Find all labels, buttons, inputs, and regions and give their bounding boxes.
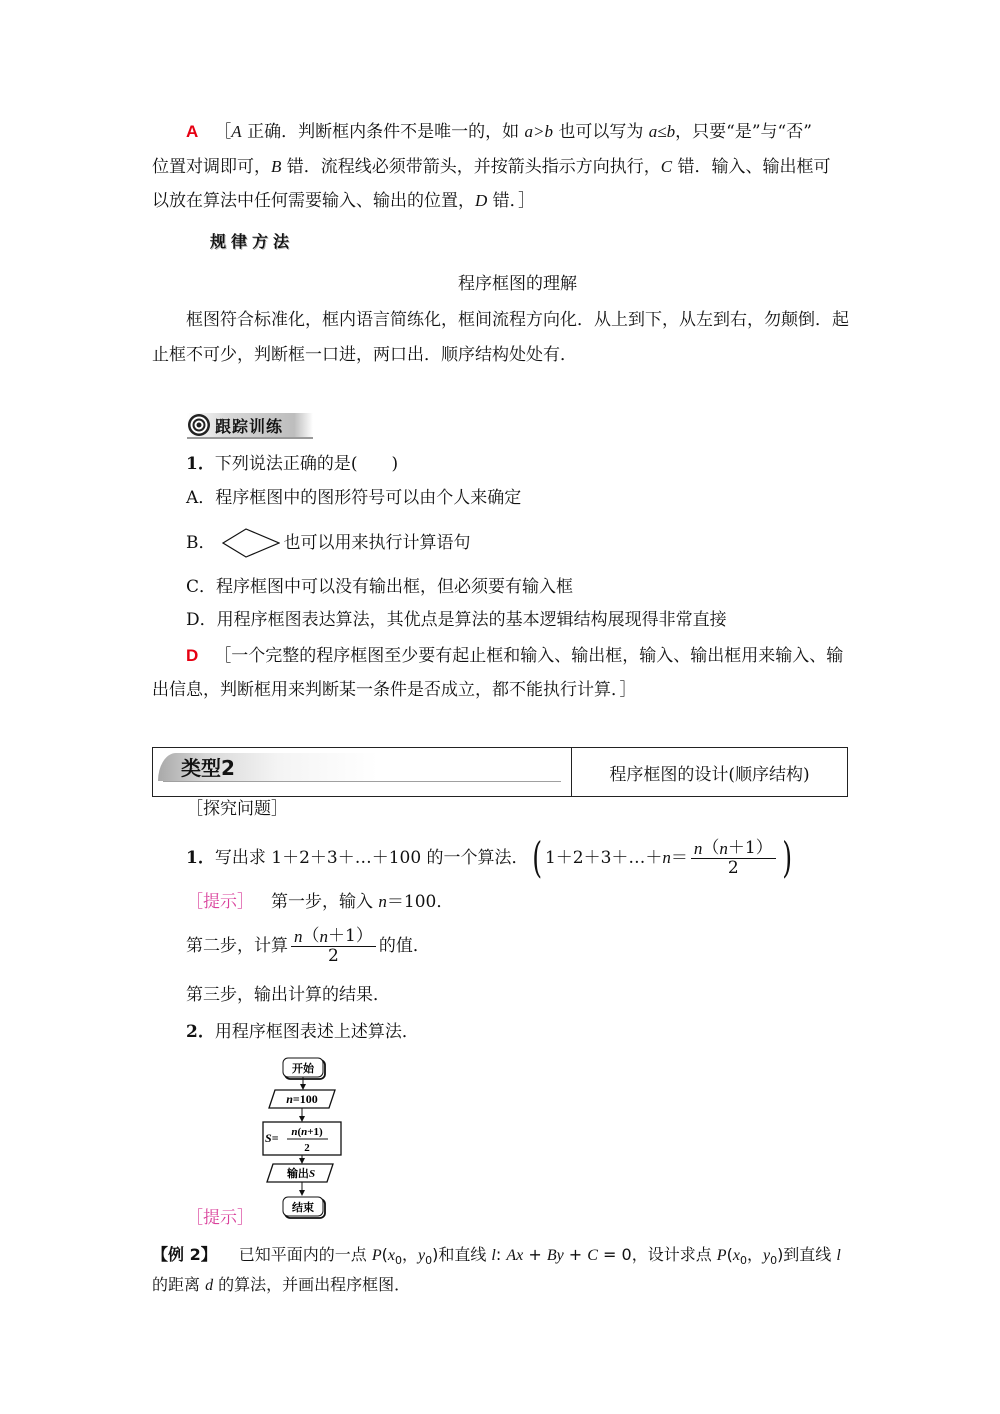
question-text: 下列说法正确的是( ) bbox=[214, 454, 399, 474]
output-text: 输出 bbox=[286, 1167, 309, 1180]
text: ， bbox=[746, 1245, 763, 1264]
practice-badge bbox=[187, 413, 313, 439]
input-var: n bbox=[286, 1092, 293, 1106]
text: （ bbox=[302, 925, 320, 946]
text: 止框不可少，判断框一口进，两口出．顺序结构处处有． bbox=[152, 345, 577, 365]
math-var: C bbox=[660, 157, 673, 176]
fraction-numerator bbox=[291, 927, 376, 947]
text: （ bbox=[702, 837, 720, 858]
method-line-1 bbox=[186, 309, 849, 331]
input-label bbox=[286, 1092, 318, 1106]
process-denominator: 2 bbox=[304, 1142, 310, 1154]
solution-a-line-3 bbox=[152, 190, 535, 212]
hint-label: ［提示］ bbox=[186, 1208, 254, 1228]
question-text: 用程序框图表述上述算法． bbox=[214, 1022, 419, 1042]
section-title-cell bbox=[572, 748, 847, 796]
text: 出信息，判断框用来判断某一条件是否成立，都不能执行计算．］ bbox=[152, 680, 637, 700]
math-var: l bbox=[836, 1247, 841, 1264]
answer-letter: D bbox=[186, 646, 199, 665]
text: 已知平面内的一点 bbox=[238, 1245, 372, 1264]
text: )到直线 bbox=[777, 1245, 837, 1264]
text: + bbox=[523, 1245, 547, 1264]
fraction-denominator: 2 bbox=[328, 945, 339, 966]
text: 错．流程线必须带箭头，并按箭头指示方向执行， bbox=[281, 157, 661, 177]
math-var: l bbox=[491, 1247, 496, 1264]
practice-answer-line-1 bbox=[186, 645, 843, 667]
fraction-denominator: 2 bbox=[727, 857, 739, 878]
text: 位置对调即可， bbox=[152, 157, 271, 177]
flowchart-output bbox=[267, 1164, 333, 1182]
text: ＋1） bbox=[727, 837, 773, 858]
hint-2 bbox=[186, 1207, 254, 1229]
text: ＋1） bbox=[328, 925, 373, 946]
option-c bbox=[186, 576, 573, 598]
text: 第一步，输入 bbox=[254, 892, 379, 912]
output-var: S bbox=[308, 1168, 316, 1180]
math-var: B bbox=[271, 157, 282, 176]
text: 正确．判断框内条件不是唯一的，如 bbox=[241, 122, 525, 142]
math-var: n bbox=[662, 848, 671, 867]
text: = 0，设计求点 bbox=[597, 1245, 717, 1264]
math-var: A bbox=[231, 122, 242, 141]
math-var: n bbox=[693, 838, 703, 858]
math-var: x bbox=[387, 1247, 395, 1264]
math-var: By bbox=[546, 1247, 564, 1264]
text: ( bbox=[381, 1245, 388, 1264]
text: ( bbox=[297, 1126, 302, 1138]
text: ［一个完整的程序框图至少要有起止框和输入、输出框，输入、输出框用来输入、输 bbox=[214, 646, 844, 666]
flowchart-start bbox=[283, 1058, 325, 1079]
fraction bbox=[691, 839, 776, 878]
subscript: 0 bbox=[770, 1254, 778, 1267]
flowchart-input bbox=[269, 1090, 335, 1108]
explore-question-1 bbox=[186, 833, 795, 882]
math-var: n bbox=[319, 926, 328, 946]
method-title-text: 程序框图的理解 bbox=[458, 274, 577, 294]
math-var: n bbox=[378, 892, 387, 911]
math-var: n bbox=[291, 1126, 298, 1138]
step-3 bbox=[186, 984, 390, 1006]
option-text: C．程序框图中可以没有输出框，但必须要有输入框 bbox=[186, 577, 574, 597]
right-paren: ) bbox=[781, 833, 792, 882]
example-line-1 bbox=[152, 1244, 841, 1268]
solution-a-line-1 bbox=[186, 121, 812, 143]
example-line-2 bbox=[152, 1274, 410, 1297]
math-var: n bbox=[719, 838, 728, 858]
math-var: y bbox=[762, 1247, 771, 1264]
explore-label bbox=[186, 798, 288, 820]
question-number: 1． bbox=[186, 848, 215, 868]
math-var: P bbox=[716, 1247, 727, 1264]
option-text: A．程序框图中的图形符号可以由个人来确定 bbox=[186, 488, 522, 508]
process-lhs bbox=[265, 1131, 279, 1145]
text: 的距离 bbox=[152, 1275, 206, 1294]
answer-letter: A bbox=[186, 122, 199, 141]
text: + bbox=[563, 1245, 588, 1264]
flowchart-end bbox=[283, 1197, 325, 1218]
left-paren: ( bbox=[531, 833, 542, 882]
hint-1 bbox=[186, 891, 453, 913]
text: 以放在算法中任何需要输入、输出的位置， bbox=[152, 191, 475, 211]
option-a bbox=[186, 487, 521, 509]
end-label: 结束 bbox=[292, 1201, 314, 1214]
text: 错．输入、输出框可 bbox=[672, 157, 831, 177]
practice-answer-line-2 bbox=[152, 679, 637, 701]
text: 第三步，输出计算的结果． bbox=[186, 985, 390, 1005]
target-icon bbox=[187, 413, 211, 437]
math-var: D bbox=[475, 191, 488, 210]
section-tag-cell bbox=[153, 748, 572, 796]
text: ( bbox=[726, 1245, 733, 1264]
tag-underline bbox=[163, 781, 561, 782]
math-var: y bbox=[417, 1247, 426, 1264]
text: 的算法，并画出程序框图． bbox=[213, 1275, 411, 1294]
option-text: D．用程序框图表达算法，其优点是算法的基本逻辑结构展现得非常直接 bbox=[186, 610, 727, 630]
text: )和直线 bbox=[432, 1245, 492, 1264]
text: 框图符合标准化，框内语言简练化，框间流程方向化．从上到下，从左到右，勿颠倒．起 bbox=[186, 310, 849, 330]
question-number: 1． bbox=[186, 454, 215, 474]
text: 错．］ bbox=[487, 191, 536, 211]
process-var: S bbox=[265, 1131, 272, 1145]
text: 也可以写为 bbox=[552, 122, 649, 142]
math-expr: a≤b bbox=[648, 122, 676, 141]
math-var: Ax bbox=[506, 1247, 524, 1264]
math-var: n bbox=[294, 926, 303, 946]
practice-badge-label: 跟踪训练 bbox=[215, 416, 284, 436]
math-expr: a>b bbox=[524, 122, 553, 141]
question-text: 写出求 1＋2＋3＋…＋100 的一个算法． bbox=[214, 848, 529, 868]
fraction bbox=[291, 927, 376, 966]
math-var: C bbox=[587, 1247, 598, 1264]
text: ， bbox=[401, 1245, 418, 1264]
hint-label: ［提示］ bbox=[186, 892, 254, 912]
decision-diamond-icon bbox=[222, 528, 280, 558]
text: +1) bbox=[307, 1126, 323, 1138]
output-label bbox=[286, 1166, 315, 1180]
option-prefix: B． bbox=[186, 533, 216, 553]
section-tag: 类型2 bbox=[181, 756, 235, 780]
math-var: P bbox=[371, 1247, 382, 1264]
explore-label-text: ［探究问题］ bbox=[186, 799, 288, 819]
option-text: 也可以用来执行计算语句 bbox=[283, 533, 471, 553]
text: ＝100． bbox=[386, 892, 454, 912]
text: ，只要“是”与“否” bbox=[675, 122, 812, 142]
flowchart-process bbox=[263, 1122, 341, 1155]
process-equals: = bbox=[271, 1131, 279, 1145]
method-badge: 规律方法 bbox=[210, 232, 295, 251]
math-var: n bbox=[301, 1126, 308, 1138]
option-b bbox=[186, 528, 471, 558]
start-label: 开始 bbox=[292, 1062, 314, 1075]
text: 的值． bbox=[378, 936, 430, 956]
section-header-table bbox=[152, 747, 848, 797]
solution-a-line-2 bbox=[152, 156, 831, 178]
math-var: x bbox=[732, 1247, 740, 1264]
subscript: 0 bbox=[739, 1254, 747, 1267]
equals: ＝ bbox=[670, 848, 688, 868]
section-title: 程序框图的设计(顺序结构) bbox=[609, 764, 810, 785]
sum-text: 1＋2＋3＋…＋ bbox=[544, 848, 663, 868]
text: : bbox=[495, 1245, 507, 1264]
text: ［ bbox=[214, 122, 232, 142]
step-2 bbox=[186, 926, 430, 966]
math-var: d bbox=[205, 1277, 214, 1294]
flowchart bbox=[255, 1052, 350, 1220]
text: 第二步，计算 bbox=[186, 936, 288, 956]
fraction-numerator bbox=[691, 839, 776, 859]
process-numerator bbox=[291, 1126, 323, 1138]
method-line-2 bbox=[152, 344, 577, 366]
subscript: 0 bbox=[394, 1254, 402, 1267]
option-d bbox=[186, 609, 727, 631]
question-number: 2． bbox=[186, 1022, 215, 1042]
input-value: =100 bbox=[292, 1092, 318, 1106]
method-title bbox=[458, 273, 577, 295]
explore-question-2 bbox=[186, 1021, 419, 1043]
subscript: 0 bbox=[425, 1254, 433, 1267]
example-label: 【例 2】 bbox=[152, 1245, 217, 1264]
practice-question bbox=[186, 453, 398, 475]
